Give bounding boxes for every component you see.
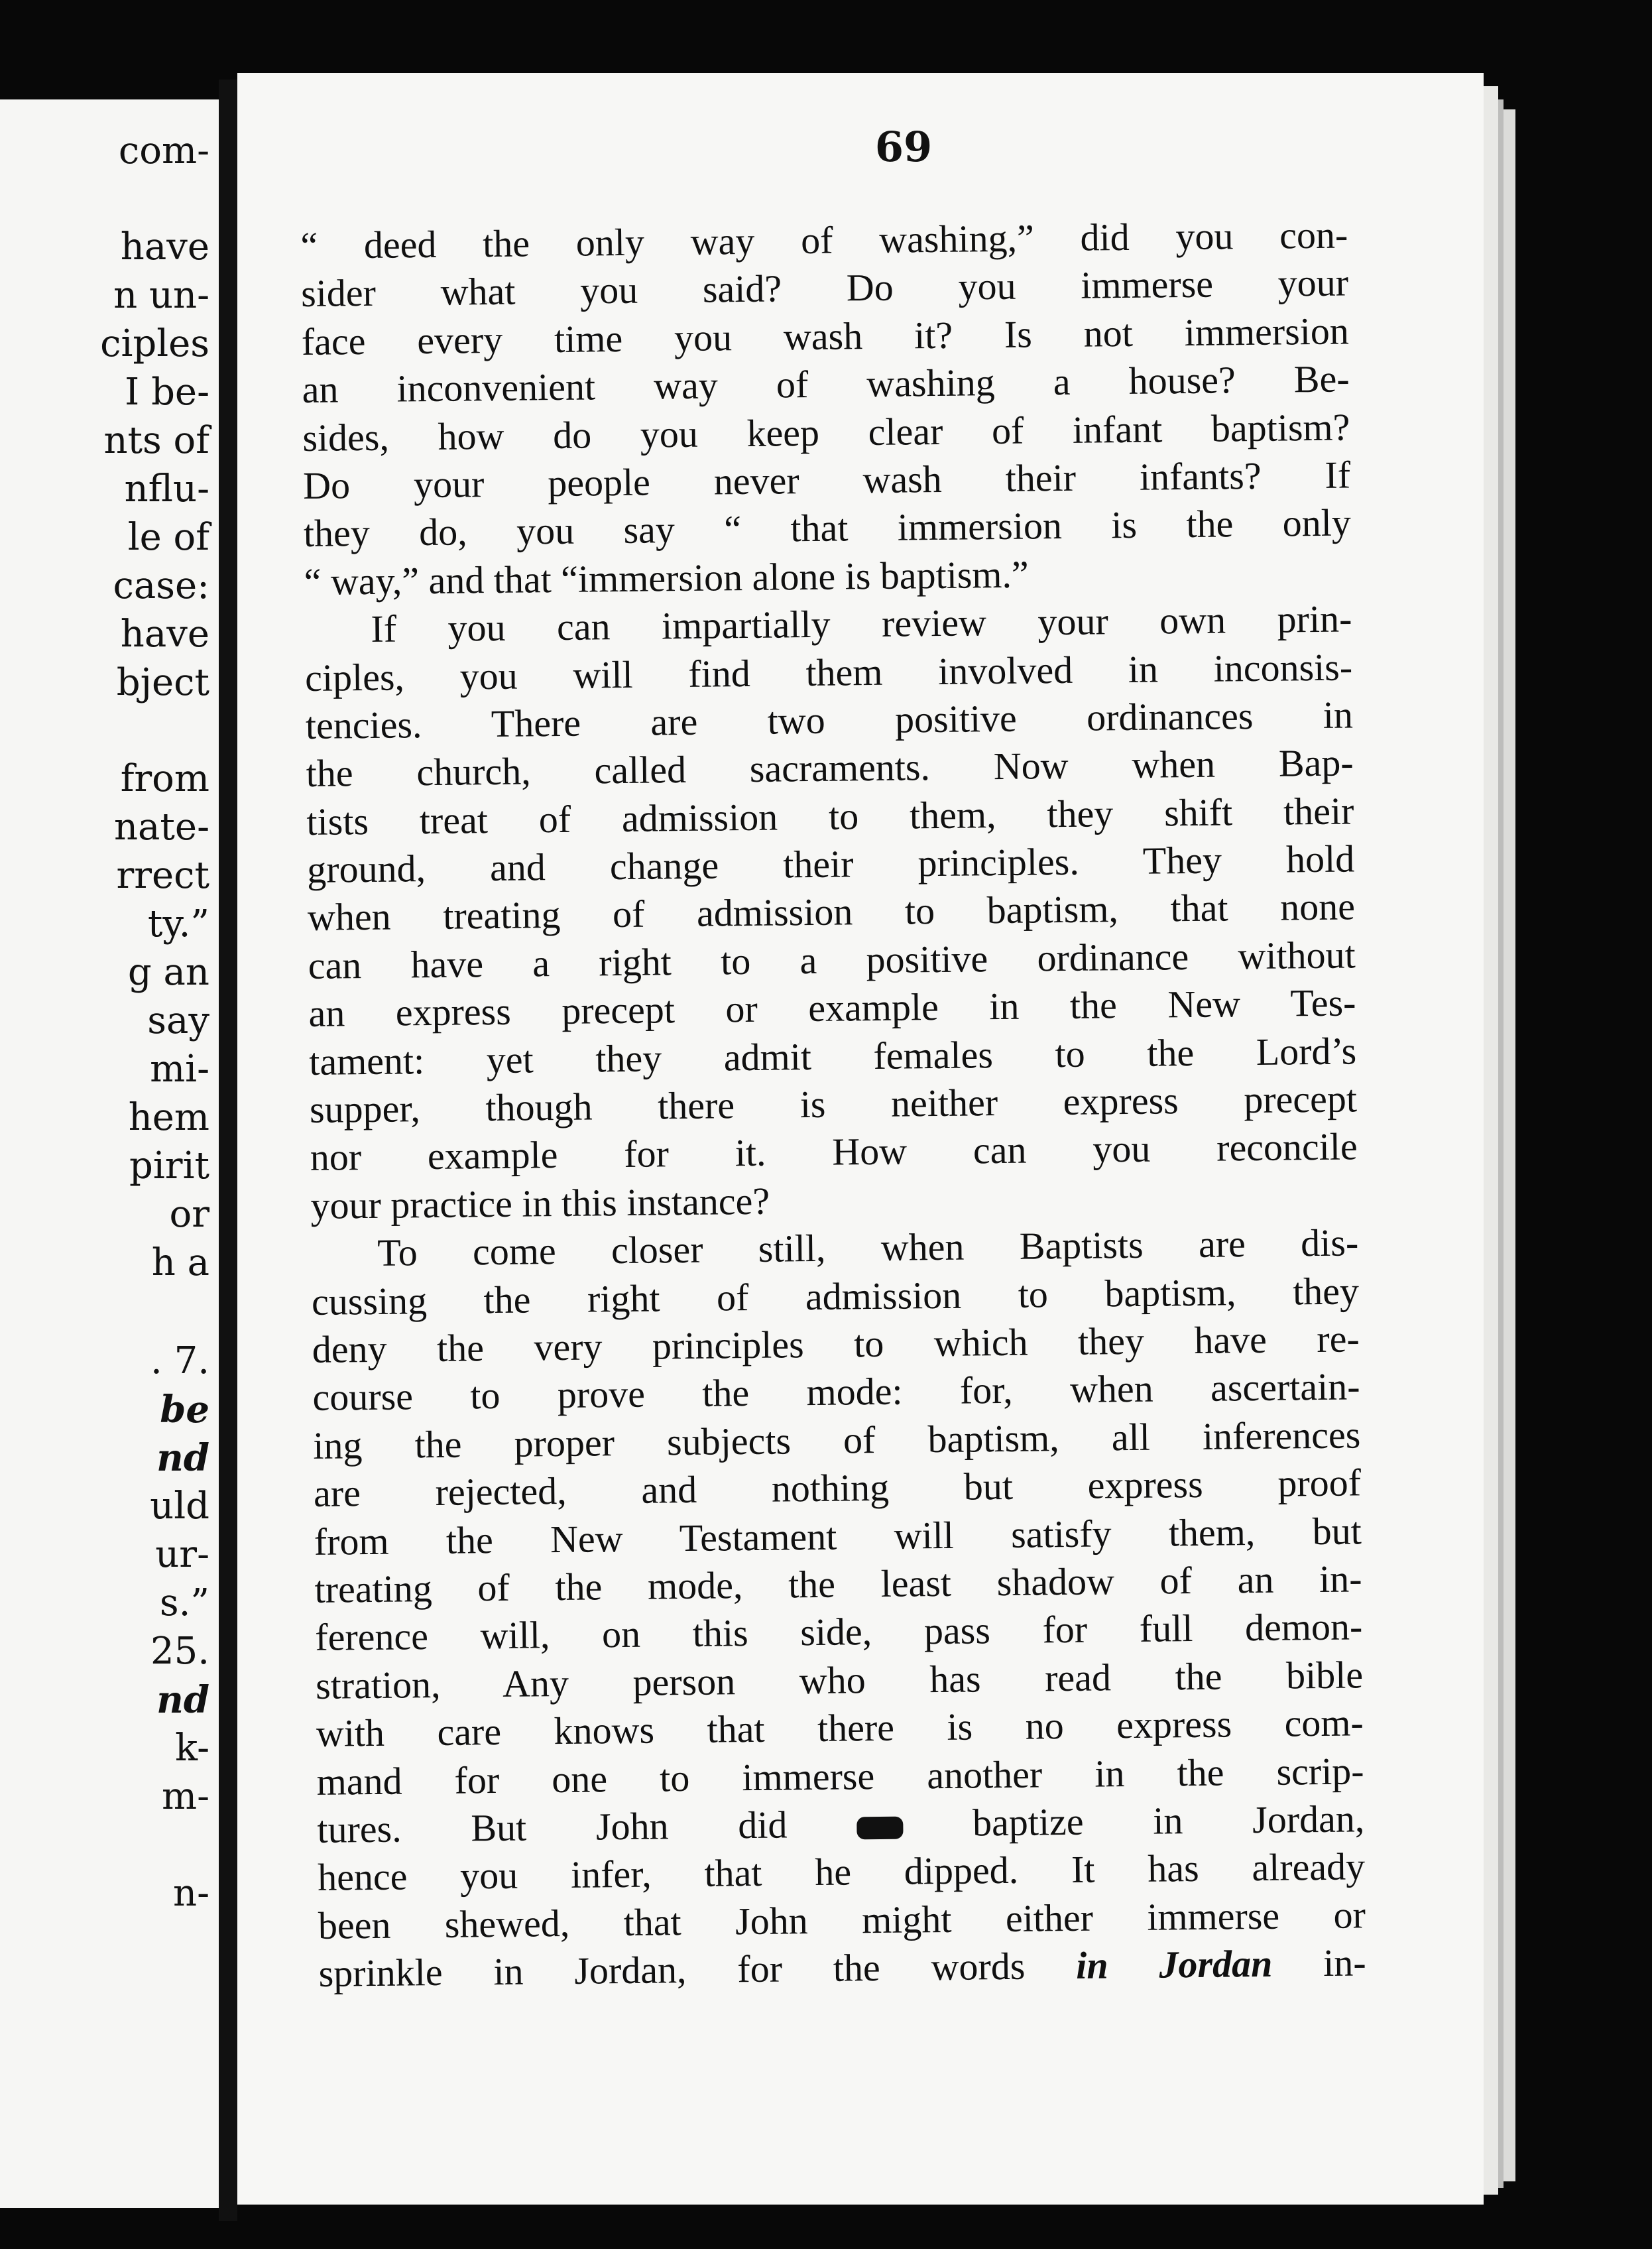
text-line: an express precept or example in the New Tes- xyxy=(308,981,1356,1036)
text-line: tures. But John did baptize in Jordan, xyxy=(317,1797,1365,1851)
left-page-fragment: have xyxy=(120,613,209,656)
left-page-fragment: case: xyxy=(113,564,209,607)
text-line: If you can impartially review your own prin- xyxy=(371,597,1352,651)
text-line: sider what you said? Do you immerse your xyxy=(300,261,1349,316)
left-page-fragment: bject xyxy=(116,661,209,704)
left-page-fragment: pirit xyxy=(129,1144,209,1187)
text-line: ground, and change their principles. They hold xyxy=(306,837,1355,892)
left-page-fragment: have xyxy=(120,225,209,269)
text-line: face every time you wash it? Is not immersion xyxy=(301,309,1350,363)
left-page-fragment: ty.” xyxy=(147,902,209,945)
text-line: Do your people never wash their infants? If xyxy=(302,453,1351,507)
text-line: the church, called sacraments. Now when Bap- xyxy=(306,741,1354,796)
left-page-fragment: ciples xyxy=(100,322,209,365)
text-line: To come closer still, when Baptists are dis- xyxy=(377,1221,1359,1275)
text-line: when treating of admission to baptism, that none xyxy=(307,884,1356,940)
left-page-fragment: m- xyxy=(161,1775,209,1818)
text-line: “ way,” and that “immersion alone is baptism.” xyxy=(304,552,1030,603)
text-line: ing the proper subjects of baptism, all inferences xyxy=(312,1413,1361,1467)
left-page-fragment: rrect xyxy=(116,854,209,897)
text-line: stration, Any person who has read the bible xyxy=(315,1653,1364,1707)
left-page-fragment: nate- xyxy=(113,806,209,849)
page-edge xyxy=(1484,86,1498,2195)
left-page-fragment: nflu- xyxy=(124,467,209,511)
left-page-fragment: ur- xyxy=(155,1533,209,1576)
text-line: from the New Testament will satisfy them, but xyxy=(314,1508,1362,1563)
left-page-fragment: mi- xyxy=(150,1048,209,1091)
page-number: 69 xyxy=(874,123,933,171)
text-line: an inconvenient way of washing a house? Be- xyxy=(302,357,1350,412)
left-page-fragment: . 7. xyxy=(150,1339,209,1382)
text-line: nor example for it. How can you reconcile xyxy=(310,1124,1358,1180)
left-page-fragment: nts of xyxy=(103,419,209,462)
left-page-fragment: s.” xyxy=(159,1581,209,1624)
left-page-fragment: hem xyxy=(128,1096,209,1139)
text-line: can have a right to a positive ordinance without xyxy=(308,933,1356,987)
text-line: been shewed, that John might either immerse or xyxy=(318,1892,1366,1947)
left-page-fragment: n un- xyxy=(113,274,209,317)
left-page-fragment: h a xyxy=(151,1241,209,1284)
page-body-text xyxy=(300,211,1366,1998)
left-page-fragment: nd xyxy=(156,1678,209,1722)
text-line: cussing the right of admission to baptism, they xyxy=(311,1268,1360,1323)
page-edge xyxy=(1504,109,1515,2181)
left-page-fragment: com- xyxy=(118,129,209,172)
italic-phrase: in Jordan xyxy=(1075,1941,1273,1987)
left-page-fragment: or xyxy=(169,1193,209,1236)
text-line: sprinkle in Jordan, for the words in Jordan in- xyxy=(318,1941,1366,1995)
text-line: hence you infer, that he dipped. It has already xyxy=(317,1845,1366,1900)
text-line: mand for one to immerse another in the scrip- xyxy=(316,1748,1364,1803)
text-line: “ deed the only way of washing,” did you con- xyxy=(300,213,1348,267)
text-line: ference will, on this side, pass for full demon- xyxy=(315,1605,1363,1660)
left-page-fragment: n- xyxy=(173,1872,209,1915)
text-line: supper, though there is neither express precept xyxy=(309,1077,1358,1131)
text-line: with care knows that there is no express com- xyxy=(316,1701,1364,1755)
left-page-fragment: from xyxy=(120,757,209,800)
left-page-fragment: le of xyxy=(127,516,209,559)
left-page-fragment: say xyxy=(147,999,209,1042)
text-line: tencies. There are two positive ordinances in xyxy=(305,693,1354,747)
left-page-fragment: g an xyxy=(127,951,209,994)
ink-smudge xyxy=(856,1816,903,1839)
text-line: your practice in this instance? xyxy=(310,1179,770,1227)
text-line: are rejected, and nothing but express proof xyxy=(313,1461,1362,1516)
left-page-fragment: be xyxy=(160,1388,209,1431)
text-line: course to prove the mode: for, when ascertain- xyxy=(312,1365,1360,1420)
left-page xyxy=(0,99,219,2208)
left-page-fragment: I be- xyxy=(125,371,209,414)
text-line: tists treat of admission to them, they shift their xyxy=(306,789,1354,843)
text-line: they do, you say “ that immersion is the only xyxy=(303,501,1352,556)
text-line: ciples, you will find them involved in inconsis- xyxy=(304,644,1353,699)
text-line: deny the very principles to which they have re- xyxy=(312,1317,1360,1371)
left-page-fragment: k- xyxy=(175,1727,209,1770)
text-line: tament: yet they admit females to the Lord’s xyxy=(308,1029,1357,1083)
book-gutter xyxy=(219,80,237,2221)
right-page xyxy=(237,73,1484,2205)
left-page-fragment: 25. xyxy=(150,1630,209,1673)
text-line: treating of the mode, the least shadow of an in- xyxy=(314,1557,1362,1611)
text-line: sides, how do you keep clear of infant baptism? xyxy=(302,405,1350,459)
left-page-fragment: nd xyxy=(156,1436,209,1480)
page-edge-shadow xyxy=(1498,99,1504,2188)
left-page-fragment: uld xyxy=(150,1485,209,1528)
